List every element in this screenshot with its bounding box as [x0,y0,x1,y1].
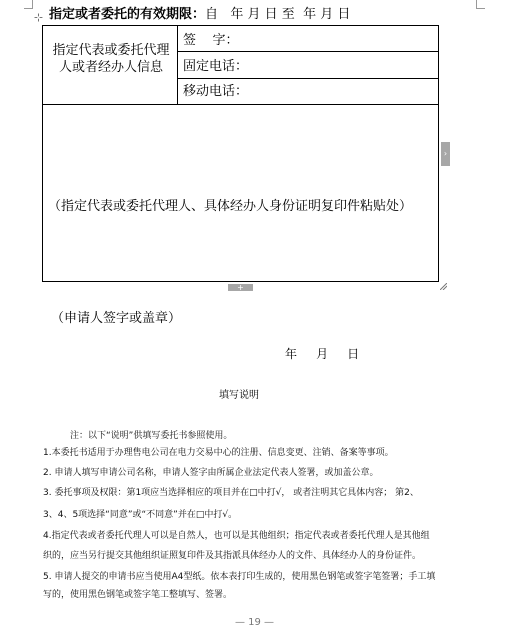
instruction-item: 2. 申请人填写申请公司名称，申请人签字由所属企业法定代表人签署，或加盖公章。 [43,468,379,478]
page-corner-mark-icon [24,0,33,9]
page-corner-mark-icon [476,0,485,9]
instruction-item: 写的，使用黑色钢笔或签字笔工整填写、签署。 [43,590,233,600]
table-move-handle-icon[interactable]: ⊹ [33,11,44,24]
instruction-item: 1.本委托书适用于办理售电公司在电力交易中心的注册、信息变更、注销、备案等事项。 [43,448,394,458]
landline-field[interactable]: 固定电话： [183,59,249,74]
applicant-signature-label: （申请人签字或盖章） [51,311,182,326]
validity-period-label: 指定或者委托的有效期限： [49,7,206,22]
table-divider [178,78,439,79]
instruction-item: 5. 申请人提交的申请书应当使用A4型纸。依本表打印生成的，使用黑色钢笔或签字笔签署；手工填 [43,572,436,582]
instruction-item: 织的，应当另行提交其他组织证照复印件及其指派具体经办人的文件、具体经办人的身份证件。 [43,551,422,561]
instructions-note: 注：以下“说明”供填写委托书参照使用。 [70,431,233,441]
mobile-field[interactable]: 移动电话： [183,84,249,99]
instruction-item: 3、4、5项选择“同意”或“不同意”并在□中打√。 [43,510,238,520]
validity-period-range: 自 年 月 日 至 年 月 日 [205,7,351,22]
rep-info-label: 指定代表或委托代理人或者经办人信息 [52,43,170,75]
validity-period-line [49,7,350,23]
instruction-item: 4.指定代表或者委托代理人可以是自然人，也可以是其他组织；指定代表或者委托代理人是其他组 [43,531,430,541]
signature-field[interactable]: 签 字： [183,33,239,48]
id-copy-paste-area-label: （指定代表或委托代理人、具体经办人身份证明复印件粘贴处） [48,199,413,214]
table-resize-handle-icon[interactable] [440,283,447,290]
add-column-handle-icon[interactable]: › [441,142,450,166]
add-row-handle-icon[interactable]: + [228,284,253,291]
instruction-item: 3. 委托事项及权限：第1项应当选择相应的项目并在□中打√， 或者注明其它具体内容； 第2、 [43,488,419,498]
instructions-title: 填写说明 [219,390,259,401]
page-number: — 19 — [234,617,275,628]
date-line: 年 月 日 [285,347,360,361]
table-divider [178,51,439,52]
table-divider [42,104,439,105]
